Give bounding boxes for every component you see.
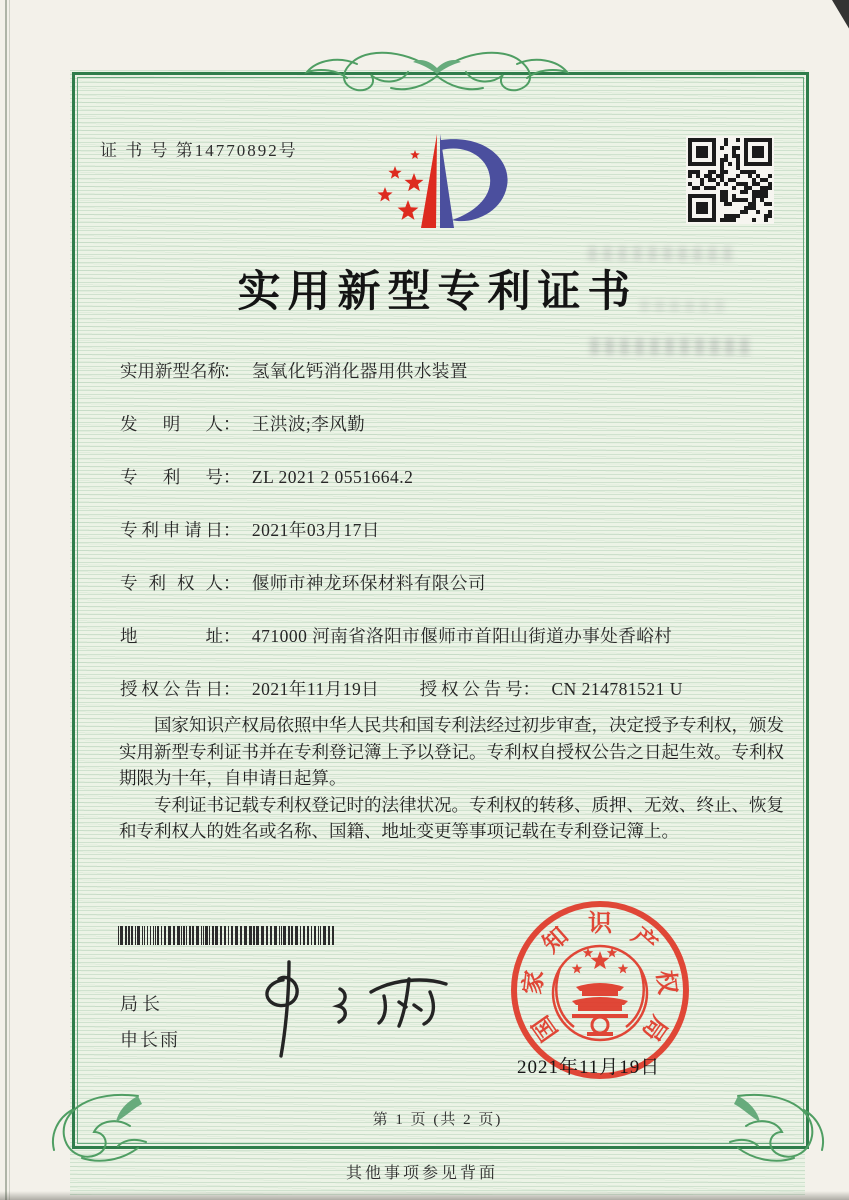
svg-text:识: 识	[588, 911, 612, 937]
field-label: 授权公告号	[419, 679, 523, 699]
legal-paragraph-1: 国家知识产权局依照中华人民共和国专利法经过初步审查，决定授予专利权，颁发实用新型专利证书并在专利登记簿上予以登记。专利权自授权公告之日起生效。专利权期限为十年，自申请日起算。	[119, 715, 784, 788]
bleed-through-smudge	[590, 338, 755, 355]
svg-text:权: 权	[651, 968, 680, 996]
certificate-number: 证 书 号 第14770892号	[100, 141, 298, 160]
svg-text:局: 局	[636, 1010, 672, 1046]
field-value: 偃师市神龙环保材料有限公司	[251, 573, 486, 593]
svg-text:家: 家	[520, 968, 549, 996]
signer-name: 申长雨	[120, 1030, 180, 1050]
field-value: ZL 2021 2 0551664.2	[251, 467, 414, 487]
field-value: 氢氧化钙消化器用供水装置	[251, 361, 468, 381]
cnipa-logo-icon	[340, 124, 540, 250]
page-number: 第 1 页 (共 2 页)	[372, 1112, 503, 1128]
seal-date: 2021年11月19日	[517, 1057, 661, 1078]
field-label: 专利权人	[120, 573, 223, 593]
field-label: 专利申请日	[120, 520, 223, 540]
scan-shadow	[0, 1191, 849, 1200]
back-note: 其他事项参见背面	[345, 1165, 498, 1182]
bleed-through-smudge	[640, 300, 730, 312]
field-value: 2021年03月17日	[251, 520, 380, 540]
barcode-icon	[118, 926, 338, 945]
handwritten-signature-icon	[243, 956, 458, 1068]
bleed-through-smudge	[588, 246, 738, 261]
field-address: 地址： 471000 河南省洛阳市偃师市首阳山街道办事处香峪村	[120, 623, 785, 649]
legal-paragraph-2: 专利证书记载专利权登记时的法律状况。专利权的转移、质押、无效、终止、恢复和专利权人的姓名或名称、国籍、地址变更等事项记载在专利登记簿上。	[119, 794, 784, 841]
svg-text:知: 知	[538, 923, 574, 959]
field-value: 471000 河南省洛阳市偃师市首阳山街道办事处香峪村	[251, 626, 673, 646]
scan-corner-mark	[829, 0, 849, 30]
field-label: 发明人	[120, 414, 223, 434]
signer-title: 局长	[120, 994, 164, 1014]
national-emblem	[553, 946, 647, 1040]
field-label: 授权公告日	[120, 679, 223, 699]
field-inventor: 发明人： 王洪波;李风勤	[120, 411, 785, 437]
qr-code-icon	[686, 136, 774, 224]
field-patentee: 专利权人： 偃师市神龙环保材料有限公司	[120, 570, 785, 596]
field-value: 王洪波;李风勤	[251, 414, 366, 434]
field-grant-row: 授权公告日： 2021年11月19日 授权公告号： CN 214781521 U	[120, 676, 785, 702]
certificate-title: 实用新型专利证书	[237, 269, 638, 316]
scan-edge	[5, 0, 7, 1200]
field-label: 实用新型名称	[120, 361, 225, 381]
field-utility-model-name: 实用新型名称： 氢氧化钙消化器用供水装置	[120, 358, 785, 384]
legal-text	[119, 712, 784, 845]
svg-text:国: 国	[528, 1010, 564, 1046]
svg-text:产: 产	[626, 923, 662, 959]
field-label: 地址	[120, 626, 223, 646]
field-list	[120, 358, 785, 729]
field-filing-date: 专利申请日： 2021年03月17日	[120, 517, 785, 543]
field-value: CN 214781521 U	[551, 679, 683, 699]
field-label: 专利号	[120, 467, 223, 487]
field-patent-number: 专利号： ZL 2021 2 0551664.2	[120, 464, 785, 490]
scan-edge	[9, 0, 10, 1200]
logo-stars	[377, 150, 423, 220]
field-value: 2021年11月19日	[251, 679, 380, 699]
